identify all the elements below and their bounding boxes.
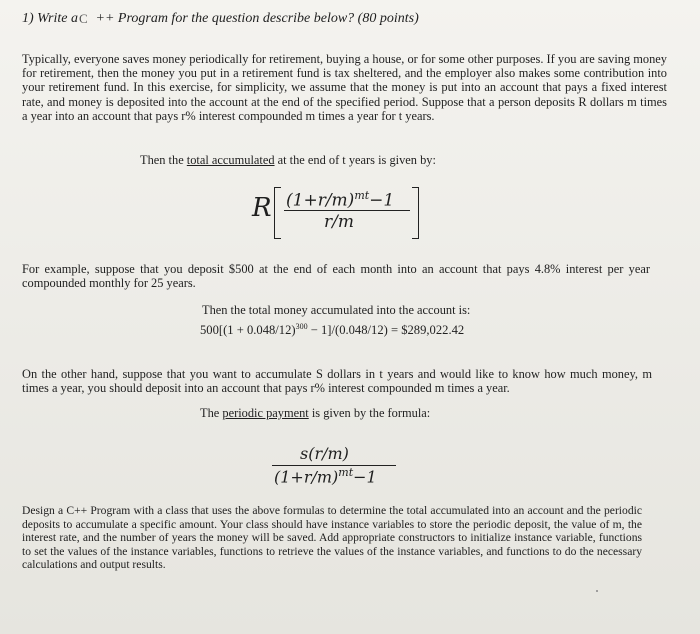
periodic-payment-intro: The periodic payment is given by the formula: bbox=[200, 406, 431, 420]
intro-paragraph: Typically, everyone saves money periodically for retirement, buying a house, or for some other purposes. If you are saving money for retirement, then the money you put in a retirement fund is tax sheltered, and the employer also makes some contribution into your retirement fund. In this exercise, for simplicity, we assume that the money is put into an account that pays a fixed interest rate, and money is deposited into the account at the end of the specified period. Suppose that a person deposits R dollars m times a year into an account that pays r% interest compounded m times a year for t years. bbox=[22, 52, 667, 123]
title-prefix: 1) Write a bbox=[22, 11, 82, 26]
left-bracket bbox=[274, 187, 281, 239]
periodic-payment-paragraph: On the other hand, suppose that you want to accumulate S dollars in t years and would like to know how much money, m times a year, you should deposit into an account that pays r% interest compounded m times a year. bbox=[22, 367, 652, 396]
formula2-numerator: s(r/m) bbox=[300, 444, 349, 463]
formula1-lead: R bbox=[252, 193, 272, 223]
periodic-payment-formula bbox=[270, 444, 400, 488]
periodic-payment-link: periodic payment bbox=[222, 406, 309, 420]
total-accumulated-intro: Then the total accumulated at the end of t years is given by: bbox=[140, 153, 436, 167]
total-accumulated-formula bbox=[252, 183, 432, 243]
formula1-numerator: $(1+r/m)^{mt}-1$ bbox=[286, 189, 395, 211]
right-bracket bbox=[412, 187, 419, 239]
example-then: Then the total money accumulated into the account is: bbox=[202, 303, 471, 317]
example-calculation: $500[(1 + 0.048/12)^{300} - 1]/(0.048/12)$ = $289,022.42 bbox=[200, 322, 465, 338]
formula1-denominator: r/m bbox=[324, 212, 354, 232]
formula2-denominator: $(1+r/m)^{mt}-1$ bbox=[274, 466, 377, 487]
design-paragraph: Design a C++ Program with a class that uses the above formulas to determine the total accumulated into an account and the periodic deposits to accumulate a specific amount. Your class should have instance variables to store the periodic deposit, the value of m, the interest rate, and the number of years the money will be saved. Add appropriate constructors to initialize instance variable, functions to set the values of the instance variables, functions to retrieve the values of the instance variables, and functions to do the necessary calculations and output results. bbox=[22, 504, 642, 572]
total-accumulated-link: total accumulated bbox=[186, 153, 275, 167]
cursor-mark-icon: C bbox=[79, 11, 88, 26]
formula1-fraction-bar bbox=[284, 210, 410, 211]
title-suffix: ++ Program for the question describe below? (80 points) bbox=[95, 11, 419, 26]
stray-dot bbox=[596, 590, 598, 592]
example-paragraph: For example, suppose that you deposit $500 at the end of each month into an account that pays 4.8% interest per year compounded monthly for 25 years. bbox=[22, 262, 650, 291]
